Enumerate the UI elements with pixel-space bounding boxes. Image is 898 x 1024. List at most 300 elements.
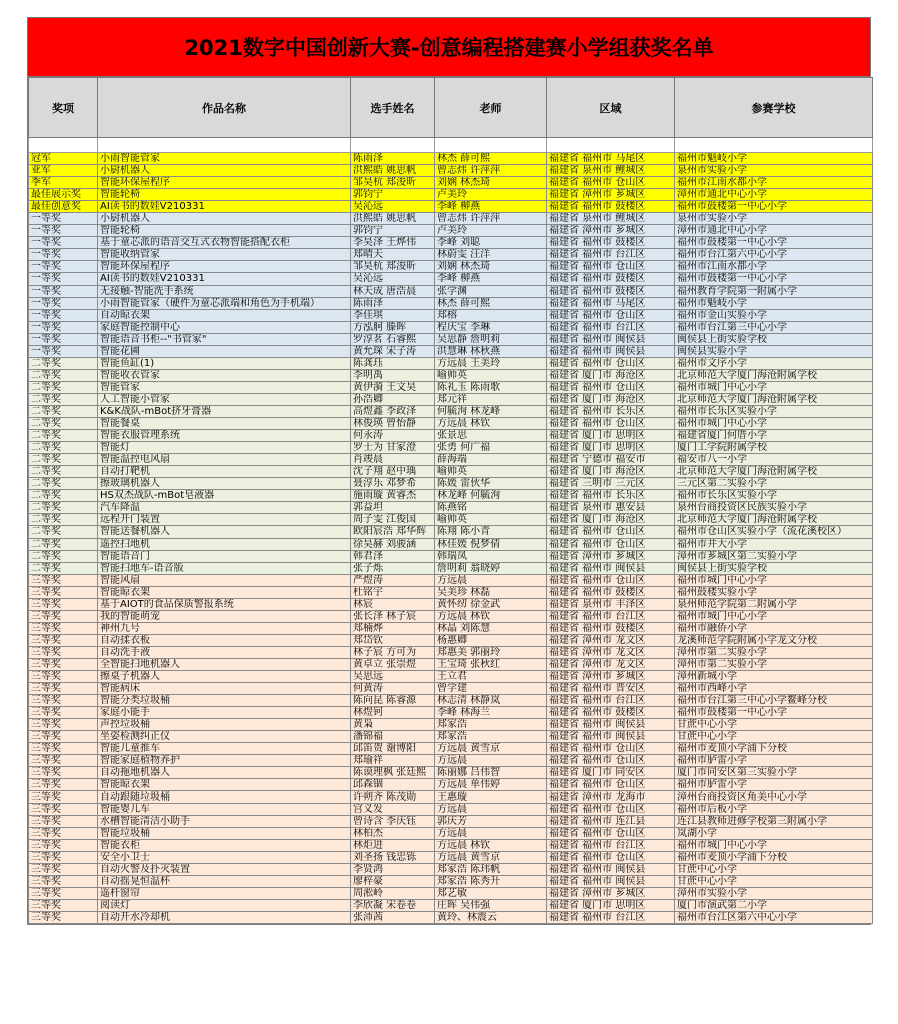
award-cell: 二等奖 <box>29 514 98 526</box>
award-cell: 二等奖 <box>29 405 98 417</box>
teacher-cell: 郭庆芳 <box>435 815 547 827</box>
region-cell: 福建省 厦门市 思明区 <box>547 430 675 442</box>
table-row <box>29 586 873 598</box>
award-cell: 三等奖 <box>29 767 98 779</box>
teacher-cell: 郑家浩 <box>435 731 547 743</box>
work-name-cell: 自动火警及扑灭装置 <box>98 863 351 875</box>
header-region: 区域 <box>547 78 675 138</box>
table-row <box>29 743 873 755</box>
player-name-cell: 黄允琛 宋子涛 <box>351 345 435 357</box>
school-cell: 福州市魁岐小学 <box>675 153 873 165</box>
region-cell: 福建省 福州市 仓山区 <box>547 357 675 369</box>
region-cell: 福建省 厦门市 思明区 <box>547 442 675 454</box>
region-cell: 福建省 福州市 鼓楼区 <box>547 285 675 297</box>
school-cell: 福州市长乐区实验小学 <box>675 405 873 417</box>
award-cell: 三等奖 <box>29 743 98 755</box>
school-cell: 福州市后板小学 <box>675 803 873 815</box>
table-row <box>29 562 873 574</box>
award-cell: 三等奖 <box>29 574 98 586</box>
work-name-cell: 智能环保屋程序 <box>98 177 351 189</box>
school-cell: 泉州市实验小学 <box>675 165 873 177</box>
work-name-cell: 我的智能萌宠 <box>98 610 351 622</box>
teacher-cell: 方远晨 林钦 <box>435 610 547 622</box>
work-name-cell: 智能晾衣架 <box>98 586 351 598</box>
award-cell: 冠军 <box>29 153 98 165</box>
region-cell: 福建省 福州市 仓山区 <box>547 743 675 755</box>
teacher-cell: 张景思 <box>435 430 547 442</box>
table-row <box>29 237 873 249</box>
player-name-cell: 邹昊杭 郑浚昕 <box>351 261 435 273</box>
table-row <box>29 875 873 887</box>
award-cell: 三等奖 <box>29 791 98 803</box>
work-name-cell: 智能儿童推车 <box>98 743 351 755</box>
school-cell: 福州市台江区第六中心小学 <box>675 911 873 923</box>
player-name-cell: 张子烁 <box>351 562 435 574</box>
table-row <box>29 598 873 610</box>
work-name-cell: 擦玻璃机器人 <box>98 478 351 490</box>
table-row <box>29 683 873 695</box>
region-cell: 福建省 福州市 台江区 <box>547 249 675 261</box>
player-name-cell: 林炬进 <box>351 839 435 851</box>
table-row <box>29 610 873 622</box>
player-name-cell: 黄卓立 张崇煜 <box>351 658 435 670</box>
school-cell: 福州市城门中心小学 <box>675 610 873 622</box>
table-row <box>29 526 873 538</box>
award-cell: 二等奖 <box>29 430 98 442</box>
teacher-cell: 李峰 柳燕 <box>435 273 547 285</box>
school-cell: 福州市融侨小学 <box>675 622 873 634</box>
table-row <box>29 273 873 285</box>
school-cell: 龙溪师范学院附属小学龙文分校 <box>675 634 873 646</box>
table-row <box>29 502 873 514</box>
teacher-cell: 郑榕 <box>435 309 547 321</box>
work-name-cell: 小雨智能管家 <box>98 153 351 165</box>
award-cell: 二等奖 <box>29 562 98 574</box>
award-cell: 二等奖 <box>29 502 98 514</box>
player-name-cell: 何黄涛 <box>351 683 435 695</box>
table-row <box>29 671 873 683</box>
region-cell: 福建省 福州市 仓山区 <box>547 827 675 839</box>
school-cell: 福建省厦门何厝小学 <box>675 430 873 442</box>
teacher-cell: 陈礼玉 陈雨歌 <box>435 381 547 393</box>
table-row <box>29 707 873 719</box>
player-name-cell: 方泓舸 滕晖 <box>351 321 435 333</box>
player-name-cell: 欧阳宸浩 郑华辉 <box>351 526 435 538</box>
award-cell: 二等奖 <box>29 393 98 405</box>
school-cell: 福州市台江第三中心小学 <box>675 321 873 333</box>
work-name-cell: 智能温控电风扇 <box>98 454 351 466</box>
blank-row <box>29 138 873 153</box>
player-name-cell: 郑瑜祥 <box>351 755 435 767</box>
teacher-cell: 陈燕铭 <box>435 502 547 514</box>
player-name-cell: 郑岱钦 <box>351 634 435 646</box>
region-cell: 福建省 漳州市 龙文区 <box>547 658 675 670</box>
award-cell: 三等奖 <box>29 803 98 815</box>
school-cell: 福州市仓山区实验小学（流花溪校区） <box>675 526 873 538</box>
region-cell: 福建省 泉州市 惠安县 <box>547 502 675 514</box>
player-name-cell: 陈向昆 陈睿源 <box>351 695 435 707</box>
school-cell: 福州市胪雷小学 <box>675 779 873 791</box>
work-name-cell: AI读书的数娃V210331 <box>98 201 351 213</box>
work-name-cell: 坐姿检测纠正仪 <box>98 731 351 743</box>
table-row <box>29 177 873 189</box>
table-row <box>29 249 873 261</box>
player-name-cell: 张沛茜 <box>351 911 435 923</box>
region-cell: 福建省 福州市 闽侯县 <box>547 863 675 875</box>
table-row <box>29 646 873 658</box>
award-cell: 二等奖 <box>29 490 98 502</box>
teacher-cell: 林晶 刘陈慧 <box>435 622 547 634</box>
table-row <box>29 791 873 803</box>
work-name-cell: 智能语音书柜--"书管家" <box>98 333 351 345</box>
teacher-cell: 林杰 薛可熙 <box>435 297 547 309</box>
region-cell: 福建省 福州市 仓山区 <box>547 381 675 393</box>
player-name-cell: 郭钧宁 <box>351 189 435 201</box>
work-name-cell: 基于AIOT的食品保质警报系统 <box>98 598 351 610</box>
work-name-cell: 基于童芯派的语音交互式衣物智能搭配衣柜 <box>98 237 351 249</box>
school-cell: 连江县教师进修学校第三附属小学 <box>675 815 873 827</box>
award-cell: 三等奖 <box>29 779 98 791</box>
player-name-cell: 高煜鑫 李政泽 <box>351 405 435 417</box>
region-cell: 福建省 福州市 闽侯县 <box>547 562 675 574</box>
award-cell: 一等奖 <box>29 273 98 285</box>
award-cell: 一等奖 <box>29 309 98 321</box>
table-row <box>29 622 873 634</box>
region-cell: 福建省 福州市 台江区 <box>547 695 675 707</box>
player-name-cell: 郭钧宁 <box>351 225 435 237</box>
award-cell: 三等奖 <box>29 863 98 875</box>
work-name-cell: 家庭小能手 <box>98 707 351 719</box>
region-cell: 福建省 厦门市 海沧区 <box>547 369 675 381</box>
school-cell: 福州市台江第三中心小学鳌峰分校 <box>675 695 873 707</box>
school-cell: 福州教育学院第一附属小学 <box>675 285 873 297</box>
player-name-cell: 周子雯 江俊国 <box>351 514 435 526</box>
work-name-cell: 智能餐桌 <box>98 418 351 430</box>
work-name-cell: 智能花圃 <box>98 345 351 357</box>
award-cell: 三等奖 <box>29 887 98 899</box>
player-name-cell: 陈谟理枫 张廷熙 <box>351 767 435 779</box>
work-name-cell: 遥杆窗帘 <box>98 887 351 899</box>
table-row <box>29 911 873 923</box>
player-name-cell: 陈龚珏 <box>351 357 435 369</box>
table-row <box>29 538 873 550</box>
player-name-cell: 郭益坦 <box>351 502 435 514</box>
table-row <box>29 285 873 297</box>
player-name-cell: 徐昊赫 刘骏涵 <box>351 538 435 550</box>
table-row <box>29 550 873 562</box>
region-cell: 福建省 福州市 闽侯县 <box>547 333 675 345</box>
teacher-cell: 程庆宝 李琳 <box>435 321 547 333</box>
teacher-cell: 庄晖 吴伟强 <box>435 899 547 911</box>
work-name-cell: 自动打靶机 <box>98 466 351 478</box>
work-name-cell: 智能衣服管理系统 <box>98 430 351 442</box>
award-cell: 一等奖 <box>29 213 98 225</box>
school-cell: 闽侯县实验小学 <box>675 345 873 357</box>
player-name-cell: 廖梓豪 <box>351 875 435 887</box>
table-row <box>29 839 873 851</box>
work-name-cell: 擦桌子机器人 <box>98 671 351 683</box>
award-cell: 二等奖 <box>29 369 98 381</box>
work-name-cell: 自动洗手液 <box>98 646 351 658</box>
region-cell: 福建省 漳州市 芗城区 <box>547 887 675 899</box>
work-name-cell: 无接触-智能洗手系统 <box>98 285 351 297</box>
region-cell: 福建省 福州市 仓山区 <box>547 851 675 863</box>
teacher-cell: 方远晨 <box>435 574 547 586</box>
region-cell: 福建省 福州市 长乐区 <box>547 405 675 417</box>
header-work-name: 作品名称 <box>98 78 351 138</box>
region-cell: 福建省 福州市 仓山区 <box>547 309 675 321</box>
school-cell: 漳州市通北中心小学 <box>675 225 873 237</box>
school-cell: 福州市井大小学 <box>675 538 873 550</box>
region-cell: 福建省 福州市 鼓楼区 <box>547 273 675 285</box>
award-cell: 三等奖 <box>29 683 98 695</box>
player-name-cell: 李贤鸿 <box>351 863 435 875</box>
teacher-cell: 郑惠美 郭丽玲 <box>435 646 547 658</box>
school-cell: 漳州新城小学 <box>675 671 873 683</box>
table-row <box>29 767 873 779</box>
school-cell: 福州市江南水都小学 <box>675 177 873 189</box>
table-row <box>29 213 873 225</box>
award-cell: 一等奖 <box>29 237 98 249</box>
player-name-cell: 潘锦福 <box>351 731 435 743</box>
award-cell: 一等奖 <box>29 285 98 297</box>
work-name-cell: 自动揉衣板 <box>98 634 351 646</box>
teacher-cell: 何毓洵 林龙峰 <box>435 405 547 417</box>
school-cell: 闽侯县上街实验学校 <box>675 562 873 574</box>
school-cell: 福州市江南水都小学 <box>675 261 873 273</box>
award-cell: 一等奖 <box>29 249 98 261</box>
table-row <box>29 189 873 201</box>
school-cell: 福州市鼓楼第一中心小学 <box>675 273 873 285</box>
teacher-cell: 方远晨 林钦 <box>435 839 547 851</box>
region-cell: 福建省 福州市 仓山区 <box>547 755 675 767</box>
teacher-cell: 李峰 林海兰 <box>435 707 547 719</box>
table-row <box>29 719 873 731</box>
table-row <box>29 418 873 430</box>
teacher-cell: 方远晨 林钦 <box>435 418 547 430</box>
teacher-cell: 曾志炜 许萍萍 <box>435 165 547 177</box>
region-cell: 福建省 漳州市 芗城区 <box>547 671 675 683</box>
award-cell: 三等奖 <box>29 586 98 598</box>
teacher-cell: 詹明莉 翁晓婷 <box>435 562 547 574</box>
player-name-cell: 李明禹 <box>351 369 435 381</box>
award-sheet <box>27 17 871 925</box>
player-name-cell: 邱森锢 <box>351 779 435 791</box>
header-school: 参赛学校 <box>675 78 873 138</box>
player-name-cell: 黄枭 <box>351 719 435 731</box>
table-row <box>29 369 873 381</box>
work-name-cell: HS双杰战队-mBot皂液器 <box>98 490 351 502</box>
teacher-cell: 曾志炜 许萍萍 <box>435 213 547 225</box>
teacher-cell: 林志清 林静岚 <box>435 695 547 707</box>
teacher-cell: 王宝琦 张秋红 <box>435 658 547 670</box>
player-name-cell: 郑晴天 <box>351 249 435 261</box>
school-cell: 厦门工学院附属学校 <box>675 442 873 454</box>
region-cell: 福建省 泉州市 鲤城区 <box>547 165 675 177</box>
work-name-cell: 阅读灯 <box>98 899 351 911</box>
teacher-cell: 吴美珍 林磊 <box>435 586 547 598</box>
player-name-cell: 韩君泽 <box>351 550 435 562</box>
school-cell: 福州鼓楼实验小学 <box>675 586 873 598</box>
table-row <box>29 333 873 345</box>
player-name-cell: 林宸 <box>351 598 435 610</box>
school-cell: 福州市鼓楼第一中心小学 <box>675 707 873 719</box>
school-cell: 泉州台商投资区民族实验小学 <box>675 502 873 514</box>
teacher-cell: 郑家浩 <box>435 719 547 731</box>
school-cell: 福州市麦顶小学浦下分校 <box>675 851 873 863</box>
region-cell: 福建省 福州市 鼓楼区 <box>547 201 675 213</box>
table-row <box>29 442 873 454</box>
teacher-cell: 郑元祥 <box>435 393 547 405</box>
table-row <box>29 466 873 478</box>
award-cell: 三等奖 <box>29 658 98 670</box>
work-name-cell: 智能分类垃圾桶 <box>98 695 351 707</box>
award-cell: 二等奖 <box>29 550 98 562</box>
work-name-cell: 远程开门装置 <box>98 514 351 526</box>
table-row <box>29 731 873 743</box>
award-cell: 季军 <box>29 177 98 189</box>
region-cell: 福建省 福州市 仓山区 <box>547 177 675 189</box>
teacher-cell: 喻帅英 <box>435 466 547 478</box>
region-cell: 福建省 厦门市 海沧区 <box>547 393 675 405</box>
award-cell: 三等奖 <box>29 598 98 610</box>
region-cell: 福建省 福州市 闽侯县 <box>547 719 675 731</box>
player-name-cell: 陈雨泽 <box>351 153 435 165</box>
teacher-cell: 方远晨 <box>435 803 547 815</box>
work-name-cell: 遥控扫地机 <box>98 538 351 550</box>
work-name-cell: 智能风扇 <box>98 574 351 586</box>
player-name-cell: 宫义发 <box>351 803 435 815</box>
teacher-cell: 黄怀纫 徐金武 <box>435 598 547 610</box>
teacher-cell: 吴思静 詹明莉 <box>435 333 547 345</box>
player-name-cell: 林天成 唐浩晨 <box>351 285 435 297</box>
award-cell: 三等奖 <box>29 851 98 863</box>
page-title: 2021数字中国创新大赛-创意编程搭建赛小学组获奖名单 <box>28 18 870 77</box>
player-name-cell: 聂淳乐 邓梦希 <box>351 478 435 490</box>
table-row <box>29 357 873 369</box>
school-cell: 甘蔗中心小学 <box>675 863 873 875</box>
school-cell: 福州市台江第六中心小学 <box>675 249 873 261</box>
region-cell: 福建省 福州市 闽侯县 <box>547 875 675 887</box>
work-name-cell: 智能病床 <box>98 683 351 695</box>
region-cell: 福建省 福州市 鼓楼区 <box>547 622 675 634</box>
teacher-cell: 张学渊 <box>435 285 547 297</box>
table-row <box>29 393 873 405</box>
table-row <box>29 478 873 490</box>
table-row <box>29 863 873 875</box>
school-cell: 福州市长乐区实验小学 <box>675 490 873 502</box>
award-cell: 二等奖 <box>29 478 98 490</box>
award-cell: 一等奖 <box>29 321 98 333</box>
player-name-cell: 吴思远 <box>351 671 435 683</box>
player-name-cell: 刘圣扬 钱忠铄 <box>351 851 435 863</box>
award-cell: 三等奖 <box>29 815 98 827</box>
player-name-cell: 许朔齐 陈茂勋 <box>351 791 435 803</box>
school-cell: 漳州市实验小学 <box>675 887 873 899</box>
player-name-cell: 严煜涛 <box>351 574 435 586</box>
player-name-cell: 沈子翔 赵中瑀 <box>351 466 435 478</box>
player-name-cell: 吴沁远 <box>351 273 435 285</box>
school-cell: 北京师范大学厦门海沧附属学校 <box>675 369 873 381</box>
school-cell: 福州市胪雷小学 <box>675 755 873 767</box>
table-row <box>29 574 873 586</box>
award-table <box>28 77 873 924</box>
region-cell: 福建省 福州市 闽侯县 <box>547 345 675 357</box>
school-cell: 三元区第二实验小学 <box>675 478 873 490</box>
award-cell: 三等奖 <box>29 827 98 839</box>
table-row <box>29 165 873 177</box>
region-cell: 福建省 漳州市 芗城区 <box>547 225 675 237</box>
region-cell: 福建省 福州市 鼓楼区 <box>547 237 675 249</box>
school-cell: 福州市麦顶小学浦下分校 <box>675 743 873 755</box>
award-cell: 三等奖 <box>29 875 98 887</box>
region-cell: 福建省 三明市 三元区 <box>547 478 675 490</box>
teacher-cell: 韩瑞凤 <box>435 550 547 562</box>
region-cell: 福建省 福州市 长乐区 <box>547 490 675 502</box>
table-row <box>29 695 873 707</box>
region-cell: 福建省 漳州市 龙文区 <box>547 646 675 658</box>
work-name-cell: 自动跟随垃圾桶 <box>98 791 351 803</box>
header-teacher: 老师 <box>435 78 547 138</box>
region-cell: 福建省 福州市 台江区 <box>547 610 675 622</box>
school-cell: 北京师范大学厦门海沧附属学校 <box>675 393 873 405</box>
header-player-name: 选手姓名 <box>351 78 435 138</box>
work-name-cell: 小厨机器人 <box>98 213 351 225</box>
work-name-cell: 智能轮椅 <box>98 189 351 201</box>
table-row <box>29 899 873 911</box>
region-cell: 福建省 福州市 晋安区 <box>547 683 675 695</box>
teacher-cell: 王立君 <box>435 671 547 683</box>
player-name-cell: 洪熙皓 姚思帆 <box>351 165 435 177</box>
region-cell: 福建省 福州市 鼓楼区 <box>547 586 675 598</box>
work-name-cell: K&K战队-mBot挤牙膏器 <box>98 405 351 417</box>
teacher-cell: 张勇 何广福 <box>435 442 547 454</box>
school-cell: 北京师范大学厦门海沧附属学校 <box>675 466 873 478</box>
school-cell: 甘蔗中心小学 <box>675 731 873 743</box>
region-cell: 福建省 福州市 马尾区 <box>547 297 675 309</box>
player-name-cell: 林煜钶 <box>351 707 435 719</box>
player-name-cell: 洪熙皓 姚思帆 <box>351 213 435 225</box>
teacher-cell: 方远晨 黄雪京 <box>435 743 547 755</box>
school-cell: 甘蔗中心小学 <box>675 719 873 731</box>
teacher-cell: 卢美玲 <box>435 189 547 201</box>
teacher-cell: 林杰 薛可熙 <box>435 153 547 165</box>
region-cell: 福建省 福州市 台江区 <box>547 839 675 851</box>
teacher-cell: 杨惠卿 <box>435 634 547 646</box>
player-name-cell: 何永涛 <box>351 430 435 442</box>
table-row <box>29 225 873 237</box>
award-cell: 二等奖 <box>29 381 98 393</box>
work-name-cell: 智能垃圾桶 <box>98 827 351 839</box>
player-name-cell: 林子宸 方可为 <box>351 646 435 658</box>
teacher-cell: 林佳媛 倪梦倩 <box>435 538 547 550</box>
award-cell: 一等奖 <box>29 345 98 357</box>
teacher-cell: 林龙峰 何毓洵 <box>435 490 547 502</box>
region-cell: 福建省 福州市 仓山区 <box>547 261 675 273</box>
award-cell: 三等奖 <box>29 707 98 719</box>
player-name-cell: 杜铭宇 <box>351 586 435 598</box>
school-cell: 厦门市演武第二小学 <box>675 899 873 911</box>
work-name-cell: 智能语音门 <box>98 550 351 562</box>
table-row <box>29 261 873 273</box>
award-cell: 最佳创意奖 <box>29 201 98 213</box>
teacher-cell: 刘娴 林杰琦 <box>435 261 547 273</box>
table-row <box>29 153 873 165</box>
region-cell: 福建省 漳州市 龙文区 <box>547 634 675 646</box>
work-name-cell: AI读书的数娃V210331 <box>98 273 351 285</box>
player-name-cell: 陈雨泽 <box>351 297 435 309</box>
teacher-cell: 方远晨 王美玲 <box>435 357 547 369</box>
